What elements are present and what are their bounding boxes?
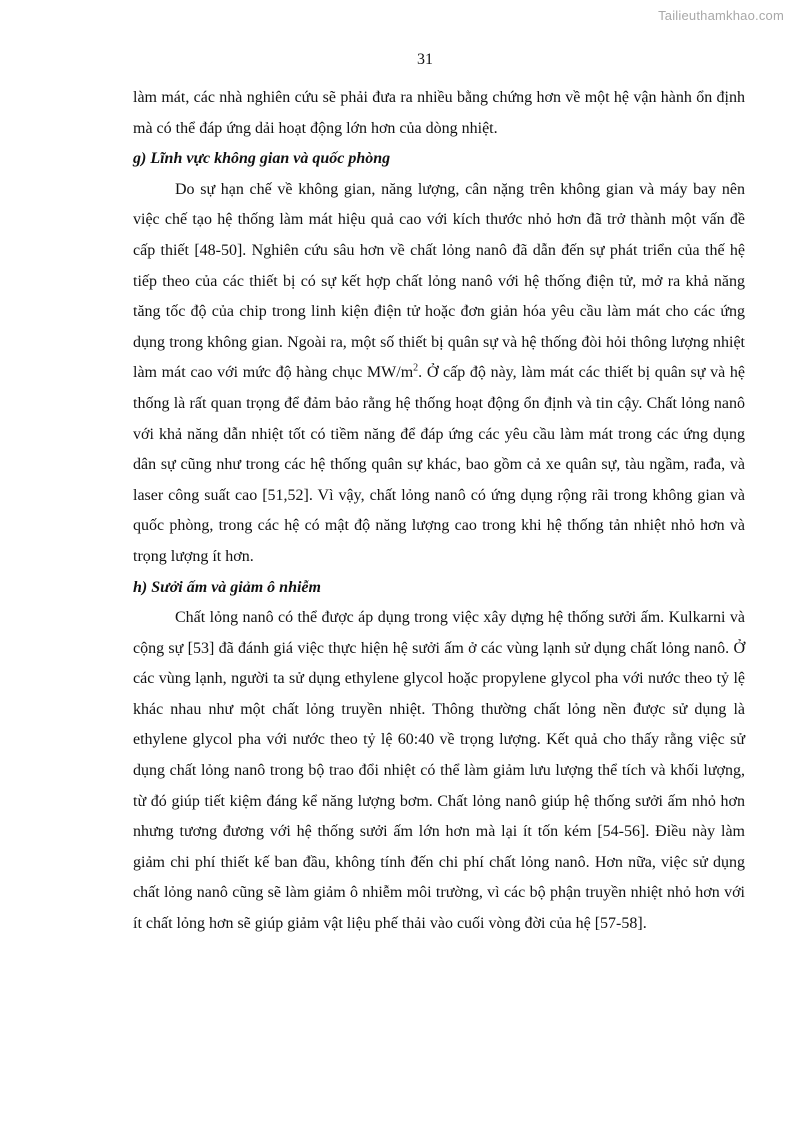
paragraph-continuation: làm mát, các nhà nghiên cứu sẽ phải đưa ra nhiều bằng chứng hơn về một hệ vận hành ổn định mà có thể đáp ứng dải hoạt động lớn hơn của dòng nhiệt. [133,89,745,137]
paragraph-text: . Ở cấp độ này, làm mát các thiết bị quân sự và hệ thống là rất quan trọng để đảm bảo rằng hệ thống hoạt động ổn định và tin cậy. Chất lỏng nanô với khả năng dẫn nhiệt tốt có tiềm năng để đáp ứng các yêu cầu làm mát trong các ứng dụng dân sự cũng như trong các hệ thống quân sự khác, bao gồm cả xe quân sự, tàu ngầm, rađa, và laser công suất cao [51,52]. Vì vậy, chất lỏng nanô có ứng dụng rộng rãi trong không gian và quốc phòng, trong các hệ có mật độ năng lượng cao trong khi hệ thống tản nhiệt nhỏ hơn và trọng lượng ít hơn. [133,364,745,565]
page-number: 31 [417,51,433,68]
section-heading-h: h) Sưởi ấm và giảm ô nhiễm [133,578,321,596]
paragraph-heating: Chất lỏng nanô có thể được áp dụng trong việc xây dựng hệ thống sưởi ấm. Kulkarni và cộng sự [53] đã đánh giá việc thực hiện hệ sưởi ấm ở các vùng lạnh sử dụng chất lỏng nanô. Ở các vùng lạnh, người ta sử dụng ethylene glycol hoặc propylene glycol pha với nước theo tỷ lệ khác nhau như một chất lỏng truyền nhiệt. Thông thường chất lỏng nền được sử dụng là ethylene glycol pha với nước theo tỷ lệ 60:40 về trọng lượng. Kết quả cho thấy rằng việc sử dụng chất lỏng nanô trong bộ trao đổi nhiệt có thể làm giảm lưu lượng thể tích và khối lượng, từ đó giúp tiết kiệm đáng kể năng lượng bơm. Chất lỏng nanô giúp hệ thống sưởi ấm nhỏ hơn nhưng tương đương với hệ thống sưởi ấm lớn hơn mà lại ít tốn kém [54-56]. Điều này làm giảm chi phí thiết kế ban đầu, không tính đến chi phí chất lỏng nanô. Hơn nữa, việc sử dụng chất lỏng nanô cũng sẽ làm giảm ô nhiễm môi trường, vì các bộ phận truyền nhiệt nhỏ hơn với ít chất lỏng hơn sẽ giúp giảm vật liệu phế thải vào cuối vòng đời của hệ [57-58]. [133,609,745,933]
paragraph-space-defense [133,175,745,573]
paragraph-text: Do sự hạn chế về không gian, năng lượng, cân nặng trên không gian và máy bay nên việc chế tạo hệ thống làm mát hiệu quả cao với kích thước nhỏ hơn đã trở thành một vấn đề cấp thiết [48-50]. Nghiên cứu sâu hơn về chất lỏng nanô đã dẫn đến sự phát triển của thế hệ tiếp theo của các thiết bị có sự kết hợp chất lỏng nanô với hệ thống điện tử, mở ra khả năng tăng tốc độ của chip trong linh kiện điện tử hoặc đơn giản hóa yêu cầu làm mát cho các ứng dụng trong không gian. Ngoài ra, một số thiết bị quân sự và hệ thống đòi hỏi thông lượng nhiệt làm mát cao với mức độ hàng chục MW/m [133,180,745,382]
section-heading-g: g) Lĩnh vực không gian và quốc phòng [133,150,391,168]
superscript: 2 [413,363,419,375]
document-body [133,83,745,940]
watermark: Tailieuthamkhao.com [658,8,784,23]
